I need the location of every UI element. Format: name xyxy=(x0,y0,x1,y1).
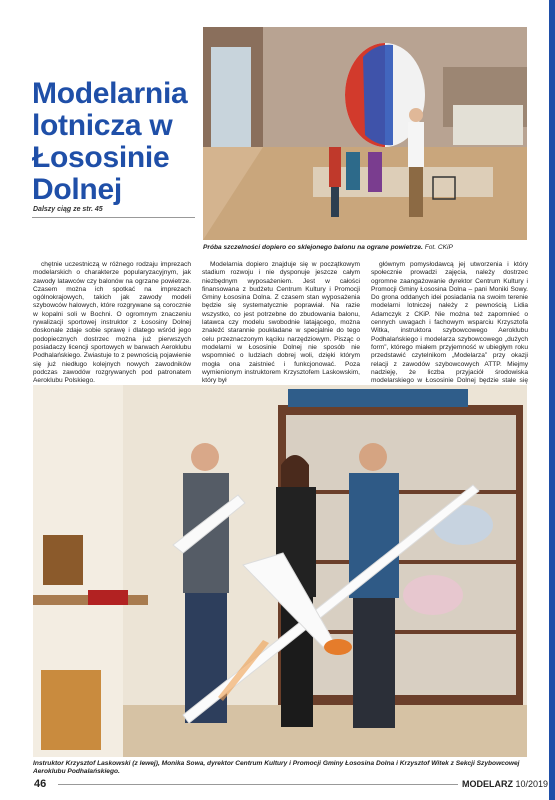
top-photo-caption xyxy=(203,244,527,252)
magazine-name: MODELARZ xyxy=(462,779,513,789)
text-column-2 xyxy=(202,261,360,385)
column-3-text: głównym pomysłodawcą jej utworzenia i który społecznie prowadzi zajęcia, należy dostrzec ogromne zaangażowanie dyrektor Centrum Kultury i Promocji Gminy Łososina Dolna – pani Moniki Sowy. Do grona oddanych idei posiadania na swoim terenie modelarni lotniczej należy z pewnością Lidia Adamczyk z CKiP. Nie można też zapomnieć o cennych uwagach i fachowym wsparciu Krzysztofa Witka, instruktora szybowcowego Aeroklubu Podhalańskiego i modelarza szybowcowego „dużych form”, którego miałem przyjemność w ubiegłym roku przedstawić czytelnikom „Modelarza” przy okazji relacji z zawodów szybowcowych ATTP. Miejmy nadzieję, że liczba przyjaciół środowiska modelarskiego w Łososinie Dolnej będzie stale się xyxy=(371,261,528,385)
article-title: Modelarnia lotnicza w Łososinie Dolnej xyxy=(32,77,188,206)
text-column-3 xyxy=(371,261,528,394)
top-caption-credit: Fot. CKiP xyxy=(424,244,453,251)
column-1-text: chętnie uczestniczą w różnego rodzaju imprezach modelarskich o charakterze popularyzacyjnym, jak zawody latawców czy balonów na ogrzane powietrze. Czasem można ich spotkać na imprezach ogólnokrajowych, takich jak zawody modeli szybowców halowych, które rozgrywane są corocznie w kopalni soli w Bochni. O ogromnym znaczeniu rywalizacji sportowej instruktor z Łososiny Dolnej doskonale zdaje sobie sprawę i dlatego wśród jego podopiecznych dostrzec można już pierwszych posiadaczy licencji sportowych w barwach Aeroklubu Podhalańskiego. Zwiastuje to z pewnością pojawienie się już niedługo kolejnych nowych zawodników podczas zawodów rozgrywanych pod patronatem Aeroklubu Polskiego. xyxy=(33,261,191,385)
text-column-1 xyxy=(33,261,191,385)
glider-group-photo xyxy=(33,385,527,757)
balloon-test-photo xyxy=(203,27,527,240)
continued-note: Dalszy ciąg ze str. 45 xyxy=(33,206,103,213)
bottom-photo-caption: Instruktor Krzysztof Laskowski (z lewej), Monika Sowa, dyrektor Centrum Kultury i Promocji Gminy Łososina Dolna i Krzysztof Witek z Sekcji Szybowcowej Aeroklubu Podhalańskiego. xyxy=(33,760,520,775)
footer-rule xyxy=(58,784,458,785)
title-divider xyxy=(32,217,195,218)
page-number: 46 xyxy=(34,778,47,790)
column-2-text: Modelarnia dopiero znajduje się w początkowym stadium rozwoju i nie dysponuje jeszcze całym niezbędnym wyposażeniem. Jest w całości finansowana z budżetu Centrum Kultury i Promocji Gminy Łososina Dolna. Z czasem stan wyposażenia będzie się systematycznie poprawiał. Na razie wszystko, co jest potrzebne do zbudowania balonu, latawca czy modelu swobodnie latającego, można znaleźć starannie poukładane w specjalnie do tego celu przeznaczonym kąciku narzędziowym. Pisząc o modelarni w Łososinie Dolnej nie sposób nie wspomnieć o ludziach dobrej woli, dzięki którym mogła ona zaistnieć i funkcjonować. Poza wymienionym instruktorem Krzysztofem Laskowskim, który był xyxy=(202,261,360,385)
page-side-mark xyxy=(549,0,555,800)
top-caption-text: Próba szczelności dopiero co sklejonego balonu na ograne powietrze. xyxy=(203,244,423,251)
magazine-issue: 10/2019 xyxy=(515,779,549,789)
magazine-footer xyxy=(462,779,548,789)
glider-group-illustration xyxy=(33,385,527,757)
balloon-test-illustration xyxy=(203,27,527,240)
